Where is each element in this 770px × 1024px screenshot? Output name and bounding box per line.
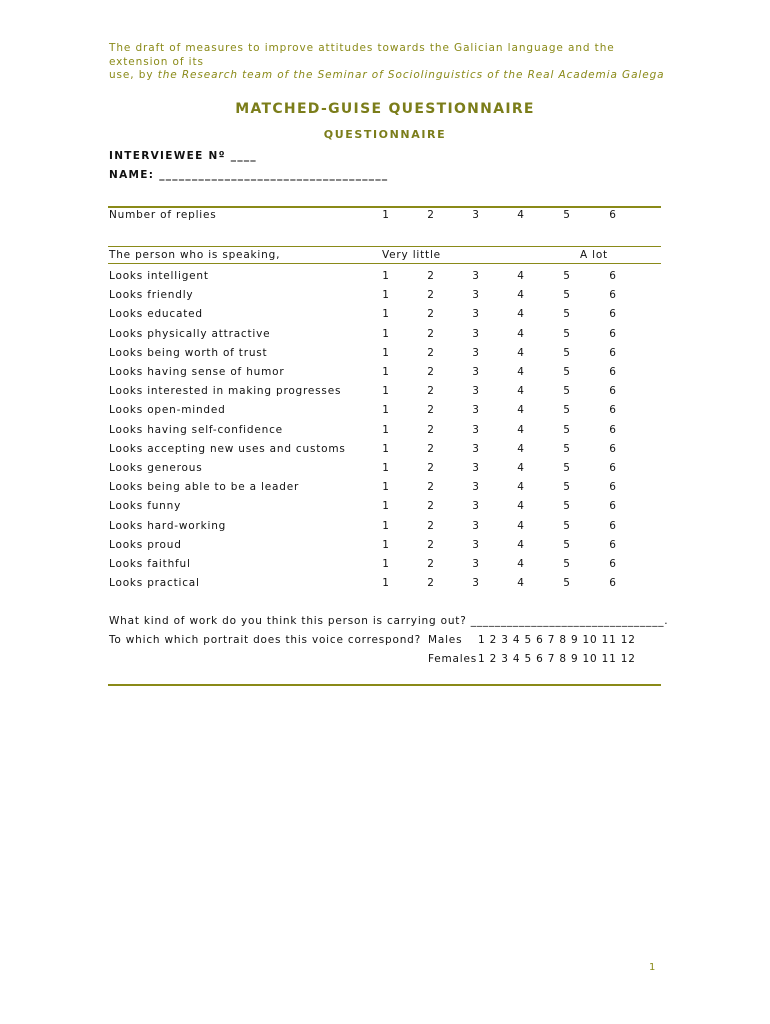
rating-option[interactable]: 2 — [427, 538, 435, 551]
rating-option[interactable]: 4 — [517, 500, 525, 513]
rating-row — [109, 520, 661, 536]
rating-option[interactable]: 2 — [427, 308, 435, 321]
page-title: MATCHED-GUISE QUESTIONNAIRE — [235, 101, 535, 117]
rating-option[interactable]: 4 — [517, 538, 525, 551]
rating-row — [109, 481, 661, 497]
rating-option[interactable]: 2 — [427, 327, 435, 340]
rating-item-label: Looks open-minded — [109, 404, 226, 417]
rating-option[interactable]: 6 — [609, 308, 617, 321]
rating-option[interactable]: 4 — [517, 519, 525, 532]
header-line-2 — [109, 69, 669, 83]
rating-row — [109, 539, 661, 555]
females-numbers[interactable]: 1 2 3 4 5 6 7 8 9 10 11 12 — [478, 653, 636, 665]
rating-option[interactable]: 6 — [609, 385, 617, 398]
rating-option[interactable]: 3 — [472, 519, 480, 532]
rating-option[interactable]: 6 — [609, 346, 617, 359]
rating-option[interactable]: 2 — [427, 289, 435, 302]
rating-item-label: Looks interested in making progresses — [109, 385, 342, 398]
rating-option[interactable]: 6 — [609, 538, 617, 551]
rating-option[interactable]: 1 — [382, 423, 390, 436]
males-label: Males — [428, 634, 463, 646]
rating-option[interactable]: 4 — [517, 442, 525, 455]
rating-option[interactable]: 4 — [517, 462, 525, 474]
header-line-1: The draft of measures to improve attitudes towards the Galician language and the extension of its — [109, 42, 615, 68]
rating-option[interactable]: 3 — [472, 577, 480, 590]
rating-option[interactable]: 5 — [563, 577, 571, 590]
rating-option[interactable]: 1 — [382, 462, 390, 474]
rating-option[interactable]: 5 — [563, 442, 571, 455]
rating-option[interactable]: 2 — [427, 481, 435, 494]
rating-option[interactable]: 6 — [609, 270, 617, 282]
rating-option[interactable]: 2 — [427, 423, 435, 436]
replies-label: Number of replies — [109, 209, 217, 221]
rating-row — [109, 308, 661, 324]
rating-option[interactable]: 4 — [517, 346, 525, 359]
rating-row — [109, 558, 661, 574]
rating-option[interactable]: 1 — [382, 519, 390, 532]
rating-option[interactable]: 3 — [472, 366, 480, 378]
rating-item-label: Looks being worth of trust — [109, 346, 268, 359]
rating-item-label: Looks generous — [109, 462, 203, 474]
replies-value[interactable]: 3 — [472, 209, 480, 221]
rating-option[interactable]: 6 — [609, 519, 617, 532]
replies-row — [109, 209, 661, 225]
rating-option[interactable]: 6 — [609, 366, 617, 378]
rating-option[interactable]: 4 — [517, 270, 525, 282]
rating-option[interactable]: 2 — [427, 366, 435, 378]
page-number: 1 — [649, 962, 656, 973]
scale-low-label: Very little — [382, 249, 441, 261]
rating-option[interactable]: 1 — [382, 346, 390, 359]
rating-option[interactable]: 5 — [563, 519, 571, 532]
rating-item-label: Looks educated — [109, 308, 203, 321]
rating-row — [109, 577, 661, 593]
rating-option[interactable]: 3 — [472, 481, 480, 494]
rating-option[interactable]: 6 — [609, 462, 617, 474]
replies-value[interactable]: 6 — [609, 209, 617, 221]
rating-option[interactable]: 5 — [563, 385, 571, 398]
rating-option[interactable]: 4 — [517, 577, 525, 590]
rating-option[interactable]: 5 — [563, 366, 571, 378]
rating-item-label: Looks friendly — [109, 289, 194, 302]
rating-option[interactable]: 3 — [472, 385, 480, 398]
page-subtitle: QUESTIONNAIRE — [323, 128, 447, 141]
rating-option[interactable]: 3 — [472, 346, 480, 359]
rating-option[interactable]: 5 — [563, 423, 571, 436]
rating-option[interactable]: 1 — [382, 366, 390, 378]
rating-option[interactable]: 1 — [382, 289, 390, 302]
rating-row — [109, 424, 661, 440]
work-question[interactable]: What kind of work do you think this person is carrying out? ________________________________. — [109, 615, 669, 627]
rating-option[interactable]: 3 — [472, 538, 480, 551]
rating-row — [109, 443, 661, 459]
rating-item-label: Looks physically attractive — [109, 327, 271, 340]
rating-row — [109, 270, 661, 286]
rating-option[interactable]: 3 — [472, 462, 480, 474]
rating-option[interactable]: 6 — [609, 577, 617, 590]
rating-option[interactable]: 4 — [517, 366, 525, 378]
rating-option[interactable]: 5 — [563, 558, 571, 570]
replies-value[interactable]: 4 — [517, 209, 525, 221]
rating-item-label: Looks hard-working — [109, 519, 227, 532]
rating-item-label: Looks funny — [109, 500, 182, 513]
rating-option[interactable]: 5 — [563, 404, 571, 417]
rating-option[interactable]: 4 — [517, 558, 525, 570]
rating-item-label: Looks practical — [109, 577, 200, 590]
females-label: Females — [428, 653, 478, 665]
rating-item-label: Looks proud — [109, 538, 182, 551]
replies-value[interactable]: 1 — [382, 209, 390, 221]
rating-item-label: Looks accepting new uses and customs — [109, 442, 346, 455]
rating-option[interactable]: 3 — [472, 442, 480, 455]
rating-option[interactable]: 6 — [609, 404, 617, 417]
rating-option[interactable]: 3 — [472, 289, 480, 302]
rating-option[interactable]: 4 — [517, 423, 525, 436]
rating-option[interactable]: 6 — [609, 500, 617, 513]
rating-option[interactable]: 1 — [382, 558, 390, 570]
divider-top — [108, 206, 661, 208]
rating-option[interactable]: 5 — [563, 308, 571, 321]
rating-option[interactable]: 3 — [472, 327, 480, 340]
rating-option[interactable]: 2 — [427, 270, 435, 282]
rating-option[interactable]: 5 — [563, 500, 571, 513]
divider-bottom — [108, 684, 661, 686]
rating-option[interactable]: 1 — [382, 385, 390, 398]
rating-option[interactable]: 2 — [427, 385, 435, 398]
rating-row — [109, 328, 661, 344]
rating-option[interactable]: 2 — [427, 500, 435, 513]
rating-item-label: Looks being able to be a leader — [109, 481, 300, 494]
divider-scale-top — [108, 246, 661, 247]
rating-option[interactable]: 1 — [382, 481, 390, 494]
rating-item-label: Looks faithful — [109, 558, 191, 570]
rating-option[interactable]: 5 — [563, 481, 571, 494]
rating-item-label: Looks having sense of humor — [109, 366, 285, 378]
replies-value[interactable]: 5 — [563, 209, 571, 221]
scale-header-label: The person who is speaking, — [109, 249, 281, 261]
rating-option[interactable]: 5 — [563, 346, 571, 359]
rating-option[interactable]: 6 — [609, 558, 617, 570]
rating-option[interactable]: 5 — [563, 462, 571, 474]
rating-option[interactable]: 2 — [427, 558, 435, 570]
rating-row — [109, 404, 661, 420]
rating-item-label: Looks intelligent — [109, 270, 209, 282]
rating-option[interactable]: 3 — [472, 404, 480, 417]
rating-row — [109, 500, 661, 516]
rating-option[interactable]: 4 — [517, 385, 525, 398]
rating-option[interactable]: 4 — [517, 308, 525, 321]
rating-option[interactable]: 5 — [563, 289, 571, 302]
name-field[interactable]: NAME: ___________________________________ — [109, 169, 389, 181]
portrait-question: To which which portrait does this voice correspond? — [109, 634, 421, 646]
rating-option[interactable]: 1 — [382, 500, 390, 513]
interviewee-number-field[interactable]: INTERVIEWEE Nº ____ — [109, 150, 257, 162]
rating-row — [109, 289, 661, 305]
scale-high-label: A lot — [580, 249, 608, 261]
rating-option[interactable]: 6 — [609, 442, 617, 455]
rating-option[interactable]: 1 — [382, 404, 390, 417]
rating-option[interactable]: 1 — [382, 538, 390, 551]
rating-option[interactable]: 1 — [382, 308, 390, 321]
rating-option[interactable]: 3 — [472, 423, 480, 436]
rating-option[interactable]: 2 — [427, 442, 435, 455]
rating-option[interactable]: 4 — [517, 289, 525, 302]
rating-option[interactable]: 6 — [609, 423, 617, 436]
header-line-2-italic: the Research team of the Seminar of Sociolinguistics of the Real Academia Galega — [157, 69, 665, 81]
rating-option[interactable]: 3 — [472, 500, 480, 513]
replies-value[interactable]: 2 — [427, 209, 435, 221]
header-line-2-prefix: use, by — [109, 69, 158, 81]
rating-option[interactable]: 3 — [472, 270, 480, 282]
males-numbers[interactable]: 1 2 3 4 5 6 7 8 9 10 11 12 — [478, 634, 636, 646]
rating-option[interactable]: 3 — [472, 308, 480, 321]
rating-option[interactable]: 3 — [472, 558, 480, 570]
rating-option[interactable]: 6 — [609, 481, 617, 494]
rating-option[interactable]: 1 — [382, 577, 390, 590]
rating-option[interactable]: 1 — [382, 442, 390, 455]
divider-scale-bottom — [108, 263, 661, 264]
rating-option[interactable]: 1 — [382, 327, 390, 340]
rating-option[interactable]: 2 — [427, 404, 435, 417]
document-header — [109, 42, 669, 83]
rating-row — [109, 385, 661, 401]
rating-option[interactable]: 5 — [563, 538, 571, 551]
rating-item-label: Looks having self-confidence — [109, 423, 283, 436]
rating-option[interactable]: 2 — [427, 519, 435, 532]
rating-option[interactable]: 1 — [382, 270, 390, 282]
rating-option[interactable]: 6 — [609, 289, 617, 302]
rating-option[interactable]: 5 — [563, 327, 571, 340]
rating-row — [109, 347, 661, 363]
rating-option[interactable]: 2 — [427, 577, 435, 590]
rating-option[interactable]: 4 — [517, 327, 525, 340]
rating-row — [109, 462, 661, 478]
rating-option[interactable]: 4 — [517, 481, 525, 494]
rating-option[interactable]: 6 — [609, 327, 617, 340]
rating-option[interactable]: 2 — [427, 462, 435, 474]
rating-option[interactable]: 4 — [517, 404, 525, 417]
rating-option[interactable]: 2 — [427, 346, 435, 359]
rating-option[interactable]: 5 — [563, 270, 571, 282]
rating-row — [109, 366, 661, 382]
